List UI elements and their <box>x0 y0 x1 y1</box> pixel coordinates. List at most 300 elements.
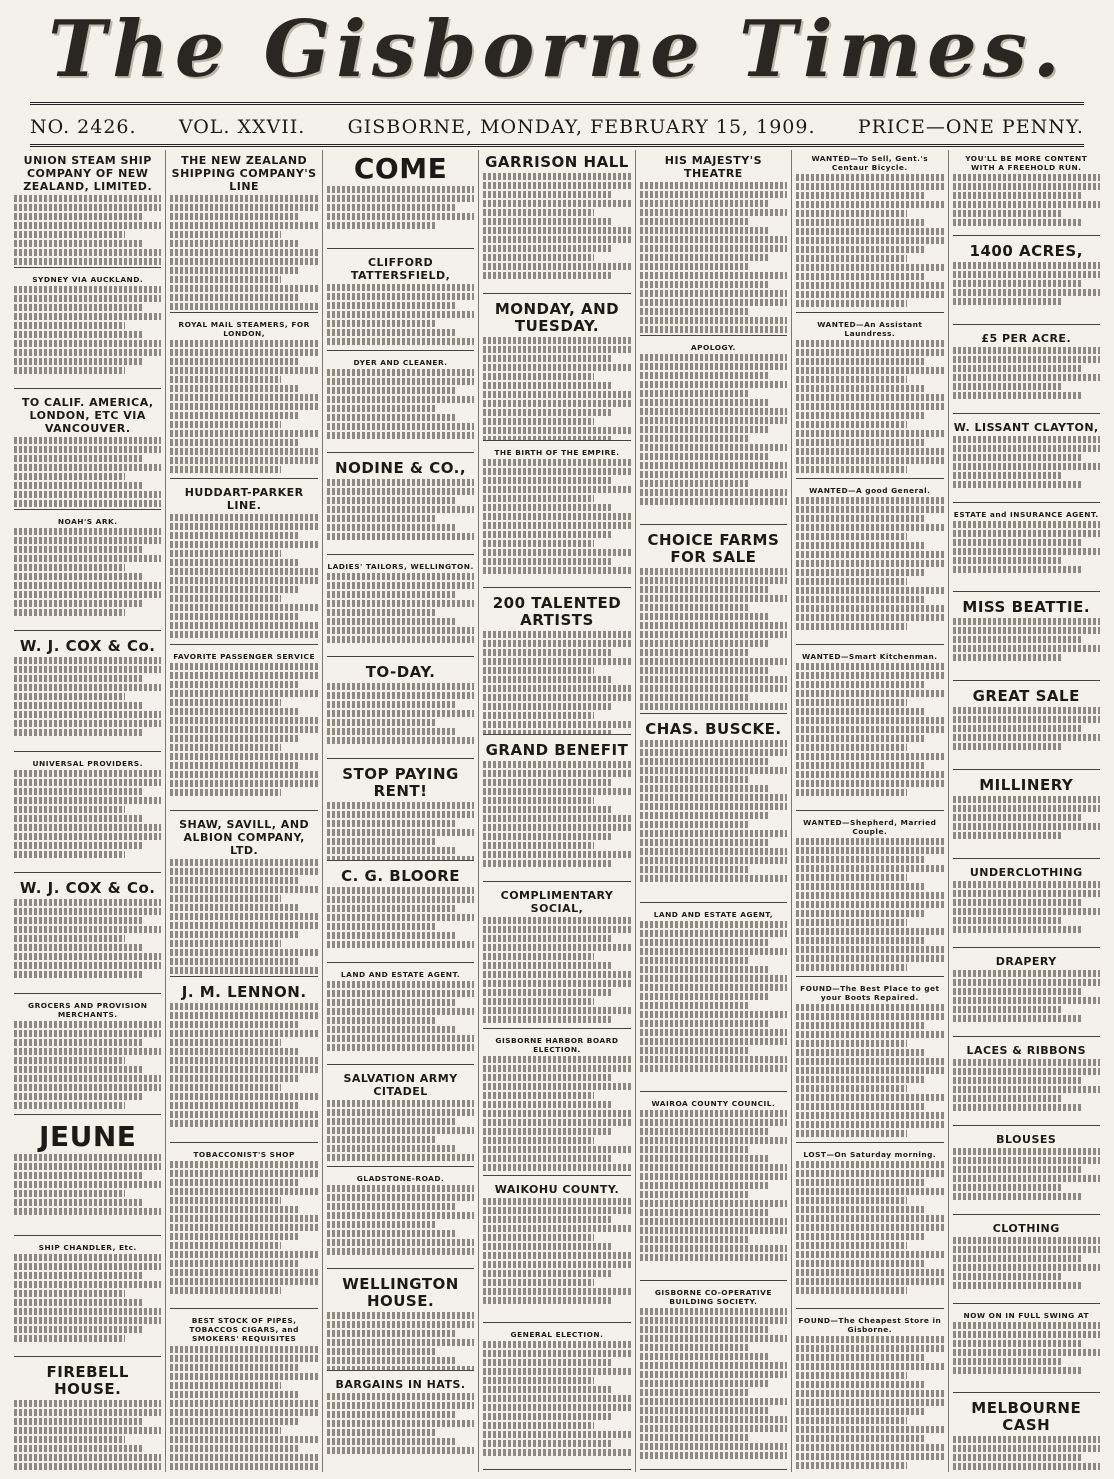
illegible-text-line <box>796 946 943 953</box>
advertisement <box>640 1095 787 1281</box>
column-4 <box>479 150 635 1472</box>
advertisement <box>953 773 1100 859</box>
illegible-text-line <box>483 815 630 822</box>
illegible-text-line <box>483 761 630 768</box>
illegible-text-line <box>14 935 125 942</box>
illegible-text-line <box>327 320 438 327</box>
illegible-text-line <box>483 1155 613 1162</box>
ad-heading: FOUND—The Cheapest Store in Gisborne. <box>798 1316 942 1335</box>
illegible-text-line <box>170 1251 317 1258</box>
illegible-text-line <box>170 771 317 778</box>
ad-heading: J. M. LENNON. <box>181 983 307 1001</box>
illegible-text-line <box>483 658 630 665</box>
illegible-text-line <box>170 1039 281 1046</box>
illegible-text-line <box>14 1172 144 1179</box>
ad-body-text <box>953 1322 1100 1374</box>
illegible-text-line <box>327 405 438 412</box>
illegible-text-line <box>327 1136 438 1143</box>
illegible-text-line <box>327 1221 438 1228</box>
illegible-text-line <box>170 1197 281 1204</box>
illegible-text-line <box>953 823 1100 830</box>
ad-body-text <box>14 286 161 374</box>
illegible-text-line <box>953 1086 1100 1093</box>
illegible-text-line <box>170 1346 317 1353</box>
illegible-text-line <box>327 683 474 690</box>
illegible-text-line <box>483 400 630 407</box>
illegible-text-line <box>170 195 317 202</box>
illegible-text-line <box>170 276 281 283</box>
illegible-text-line <box>483 504 613 511</box>
advertisement <box>483 591 630 735</box>
illegible-text-line <box>640 568 787 575</box>
advertisement <box>170 1312 317 1472</box>
illegible-text-line <box>640 1362 787 1369</box>
advertisement <box>327 558 474 657</box>
ad-body-text <box>483 761 630 867</box>
illegible-text-line <box>14 1454 161 1461</box>
illegible-text-line <box>640 1002 751 1009</box>
illegible-text-line <box>483 685 630 692</box>
illegible-text-line <box>796 623 907 630</box>
illegible-text-line <box>640 694 751 701</box>
illegible-text-line <box>483 1377 594 1384</box>
illegible-text-line <box>483 860 613 867</box>
illegible-text-line <box>170 1418 300 1425</box>
illegible-text-line <box>327 1420 474 1427</box>
illegible-text-line <box>327 524 457 531</box>
illegible-text-line <box>796 919 907 926</box>
ad-heading: LADIES' TAILORS, WELLINGTON. <box>327 562 474 571</box>
ad-heading: £5 PER ACRE. <box>981 332 1072 345</box>
illegible-text-line <box>483 998 594 1005</box>
illegible-text-line <box>14 1181 161 1188</box>
illegible-text-line <box>796 1130 907 1137</box>
illegible-text-line <box>640 263 751 270</box>
illegible-text-line <box>327 1145 457 1152</box>
illegible-text-line <box>796 1031 943 1038</box>
illegible-text-line <box>483 1016 613 1023</box>
illegible-text-line <box>327 1212 474 1219</box>
illegible-text-line <box>640 209 787 216</box>
illegible-text-line <box>796 448 943 455</box>
illegible-text-line <box>327 932 457 939</box>
illegible-text-line <box>327 573 474 580</box>
illegible-text-line <box>170 1224 317 1231</box>
illegible-text-line <box>796 883 926 890</box>
illegible-text-line <box>953 979 1100 986</box>
illegible-text-line <box>640 281 770 288</box>
advertisement <box>953 1218 1100 1304</box>
ad-heading: ROYAL MAIL STEAMERS, FOR LONDON, <box>178 320 310 339</box>
illegible-text-line <box>796 1076 926 1083</box>
illegible-text-line <box>640 649 751 656</box>
ad-heading: NOW ON IN FULL SWING AT <box>963 1311 1089 1320</box>
illegible-text-line <box>14 555 161 562</box>
illegible-text-line <box>327 195 474 202</box>
illegible-text-line <box>14 657 161 664</box>
illegible-text-line <box>483 1243 613 1250</box>
illegible-text-line <box>483 1350 630 1357</box>
illegible-text-line <box>640 1245 787 1252</box>
illegible-text-line <box>14 1317 161 1324</box>
illegible-text-line <box>170 958 300 965</box>
illegible-text-line <box>796 1462 907 1469</box>
illegible-text-line <box>483 1110 630 1117</box>
illegible-text-line <box>483 824 630 831</box>
illegible-text-line <box>14 582 161 589</box>
illegible-text-line <box>796 1013 943 1020</box>
illegible-text-line <box>953 707 1100 714</box>
illegible-text-line <box>327 591 457 598</box>
ad-body-text <box>170 663 317 796</box>
illegible-text-line <box>327 1194 474 1201</box>
ad-heading: LACES & RIBBONS <box>966 1044 1087 1057</box>
illegible-text-line <box>796 358 926 365</box>
illegible-text-line <box>953 463 1100 470</box>
illegible-text-line <box>953 832 1064 839</box>
illegible-text-line <box>796 497 943 504</box>
illegible-text-line <box>796 865 943 872</box>
illegible-text-line <box>14 953 161 960</box>
illegible-text-line <box>640 1227 787 1234</box>
illegible-text-line <box>170 877 300 884</box>
illegible-text-line <box>640 975 787 982</box>
ad-heading: C. G. BLOORE <box>341 867 461 885</box>
advertisement <box>953 862 1100 948</box>
illegible-text-line <box>14 926 161 933</box>
ad-body-text <box>953 347 1100 399</box>
illegible-text-line <box>640 290 787 297</box>
illegible-text-line <box>953 618 1100 625</box>
ad-body-text <box>953 1237 1100 1289</box>
illegible-text-line <box>640 272 787 279</box>
illegible-text-line <box>483 980 630 987</box>
illegible-text-line <box>14 509 144 510</box>
illegible-text-line <box>640 993 770 1000</box>
illegible-text-line <box>14 1254 161 1261</box>
illegible-text-line <box>953 1006 1064 1013</box>
illegible-text-line <box>170 1391 300 1398</box>
illegible-text-line <box>14 1400 161 1407</box>
illegible-text-line <box>640 227 770 234</box>
illegible-text-line <box>14 537 161 544</box>
illegible-text-line <box>14 437 161 444</box>
illegible-text-line <box>170 231 281 238</box>
ad-body-text <box>483 631 630 735</box>
advertisement <box>640 717 787 903</box>
illegible-text-line <box>796 376 907 383</box>
illegible-text-line <box>796 394 943 401</box>
illegible-text-line <box>796 219 926 226</box>
price: PRICE—ONE PENNY. <box>857 116 1084 138</box>
illegible-text-line <box>640 1020 770 1027</box>
illegible-text-line <box>640 821 751 828</box>
illegible-text-line <box>14 286 161 293</box>
illegible-text-line <box>483 513 630 520</box>
illegible-text-line <box>14 1066 144 1073</box>
illegible-text-line <box>640 676 787 683</box>
illegible-text-line <box>483 842 594 849</box>
illegible-text-line <box>953 1059 1100 1066</box>
illegible-text-line <box>953 814 1083 821</box>
advertisement <box>14 150 161 268</box>
illegible-text-line <box>14 666 161 673</box>
ad-body-text <box>953 970 1100 1022</box>
ad-body-text <box>953 1436 1100 1472</box>
advertisement <box>327 252 474 351</box>
illegible-text-line <box>796 255 907 262</box>
illegible-text-line <box>483 1261 630 1268</box>
illegible-text-line <box>483 495 594 502</box>
advertisement <box>796 150 943 313</box>
illegible-text-line <box>14 806 125 813</box>
illegible-text-line <box>796 762 926 769</box>
volume: VOL. XXVII. <box>178 116 306 138</box>
illegible-text-line <box>640 1128 770 1135</box>
illegible-text-line <box>953 445 1100 452</box>
illegible-text-line <box>640 1371 787 1378</box>
illegible-text-line <box>327 1402 474 1409</box>
illegible-text-line <box>170 1382 281 1389</box>
illegible-text-line <box>640 957 751 964</box>
illegible-text-line <box>327 820 457 827</box>
illegible-text-line <box>327 1035 474 1042</box>
illegible-text-line <box>953 716 1100 723</box>
illegible-text-line <box>796 1067 943 1074</box>
illegible-text-line <box>796 1215 943 1222</box>
illegible-text-line <box>796 1354 926 1361</box>
illegible-text-line <box>327 728 457 735</box>
illegible-text-line <box>796 515 926 522</box>
illegible-text-line <box>327 609 438 616</box>
illegible-text-line <box>640 667 770 674</box>
illegible-text-line <box>640 1137 787 1144</box>
advertisement <box>14 271 161 389</box>
ad-heading: BLOUSES <box>996 1133 1057 1146</box>
illegible-text-line <box>14 528 161 535</box>
illegible-text-line <box>170 1066 317 1073</box>
illegible-text-line <box>483 373 594 380</box>
illegible-text-line <box>14 331 144 338</box>
illegible-text-line <box>796 1336 943 1343</box>
advertisement <box>483 885 630 1029</box>
illegible-text-line <box>14 295 161 302</box>
advertisement <box>796 648 943 811</box>
illegible-text-line <box>953 1246 1100 1253</box>
illegible-text-line <box>14 1030 161 1037</box>
ad-heading: HUDDART-PARKER LINE. <box>184 486 304 512</box>
advertisement <box>14 1239 161 1357</box>
columns <box>10 150 1104 1472</box>
ad-body-text <box>14 899 161 978</box>
illegible-text-line <box>953 1166 1083 1173</box>
illegible-text-line <box>170 1409 317 1416</box>
ad-heading: NODINE & CO., <box>335 459 467 477</box>
ad-heading: JEUNE <box>39 1120 137 1153</box>
illegible-text-line <box>483 806 613 813</box>
illegible-text-line <box>483 935 613 942</box>
illegible-text-line <box>170 240 300 247</box>
illegible-text-line <box>483 1386 613 1393</box>
illegible-text-line <box>796 753 943 760</box>
advertisement <box>953 150 1100 236</box>
ad-heading: UNION STEAM SHIP COMPANY OF NEW ZEALAND, LIMITED. <box>23 154 153 193</box>
illegible-text-line <box>483 1288 630 1295</box>
illegible-text-line <box>796 1022 926 1029</box>
illegible-text-line <box>170 699 281 706</box>
illegible-text-line <box>327 1239 474 1246</box>
illegible-text-line <box>483 436 613 441</box>
illegible-text-line <box>953 383 1064 390</box>
illegible-text-line <box>796 291 943 298</box>
ad-body-text <box>327 887 474 948</box>
illegible-text-line <box>640 480 751 487</box>
illegible-text-line <box>796 1390 943 1397</box>
illegible-text-line <box>14 455 144 462</box>
illegible-text-line <box>796 201 943 208</box>
ad-body-text <box>14 770 161 858</box>
illegible-text-line <box>170 532 300 539</box>
advertisement <box>14 634 161 752</box>
ad-body-text <box>483 1341 630 1456</box>
illegible-text-line <box>327 1366 474 1371</box>
ad-heading: WANTED—Smart Kitchenman. <box>802 652 938 661</box>
illegible-text-line <box>483 1065 630 1072</box>
illegible-text-line <box>796 1372 907 1379</box>
ad-heading: MISS BEATTIE. <box>962 598 1091 616</box>
illegible-text-line <box>483 272 613 279</box>
illegible-text-line <box>14 770 161 777</box>
illegible-text-line <box>170 780 317 787</box>
illegible-text-line <box>170 394 317 401</box>
column-5 <box>636 150 792 1472</box>
illegible-text-line <box>953 539 1083 546</box>
illegible-text-line <box>953 1436 1100 1443</box>
ad-body-text <box>640 182 787 333</box>
illegible-text-line <box>170 1120 317 1127</box>
illegible-text-line <box>953 1331 1100 1338</box>
illegible-text-line <box>170 586 300 593</box>
illegible-text-line <box>953 365 1083 372</box>
advertisement <box>483 1032 630 1176</box>
advertisement <box>14 997 161 1115</box>
illegible-text-line <box>640 245 787 252</box>
illegible-text-line <box>796 385 926 392</box>
illegible-text-line <box>170 303 317 310</box>
illegible-text-line <box>327 338 474 345</box>
illegible-text-line <box>640 703 787 710</box>
illegible-text-line <box>640 767 787 774</box>
illegible-text-line <box>483 1422 594 1429</box>
illegible-text-line <box>170 1463 317 1470</box>
illegible-text-line <box>327 887 474 894</box>
ad-heading: COME <box>353 152 448 185</box>
ad-heading: W. LISSANT CLAYTON, <box>953 421 1099 434</box>
illegible-text-line <box>14 711 161 718</box>
ad-heading: HIS MAJESTY'S THEATRE <box>664 154 763 180</box>
illegible-text-line <box>327 941 474 948</box>
illegible-text-line <box>953 1273 1064 1280</box>
illegible-text-line <box>953 1463 1100 1470</box>
illegible-text-line <box>483 409 613 416</box>
ad-body-text <box>14 1021 161 1109</box>
illegible-text-line <box>327 488 474 495</box>
advertisement <box>953 417 1100 503</box>
illegible-text-line <box>953 548 1100 555</box>
ad-body-text <box>953 262 1100 305</box>
illegible-text-line <box>170 976 317 977</box>
advertisement <box>327 864 474 963</box>
illegible-text-line <box>640 857 787 864</box>
illegible-text-line <box>327 293 474 300</box>
illegible-text-line <box>483 427 630 434</box>
illegible-text-line <box>170 358 300 365</box>
dateline <box>30 112 1084 142</box>
illegible-text-line <box>953 1349 1100 1356</box>
illegible-text-line <box>796 430 943 437</box>
advertisement <box>483 444 630 588</box>
advertisement <box>327 354 474 453</box>
illegible-text-line <box>953 908 1100 915</box>
illegible-text-line <box>796 1004 943 1011</box>
ad-body-text <box>327 186 474 229</box>
illegible-text-line <box>14 1263 161 1270</box>
illegible-text-line <box>796 183 943 190</box>
illegible-text-line <box>170 258 317 265</box>
illegible-text-line <box>170 967 317 974</box>
illegible-text-line <box>796 1224 943 1231</box>
ad-body-text <box>483 337 630 441</box>
illegible-text-line <box>170 613 300 620</box>
illegible-text-line <box>14 1436 125 1443</box>
illegible-text-line <box>327 1154 474 1161</box>
illegible-text-line <box>640 577 787 584</box>
illegible-text-line <box>796 264 943 271</box>
illegible-text-line <box>640 1344 751 1351</box>
illegible-text-line <box>640 218 751 225</box>
illegible-text-line <box>796 1242 907 1249</box>
illegible-text-line <box>953 530 1100 537</box>
ad-heading: WANTED—An Assistant Laundress. <box>817 320 923 339</box>
illegible-text-line <box>483 1234 594 1241</box>
illegible-text-line <box>327 1008 474 1015</box>
ad-body-text <box>640 354 787 505</box>
illegible-text-line <box>953 219 1083 226</box>
ad-body-text <box>327 802 474 861</box>
illegible-text-line <box>483 1164 630 1171</box>
illegible-text-line <box>640 1065 787 1072</box>
illegible-text-line <box>170 412 300 419</box>
advertisement <box>327 456 474 555</box>
illegible-text-line <box>483 209 594 216</box>
ad-body-text <box>327 573 474 643</box>
illegible-text-line <box>640 1119 787 1126</box>
illegible-text-line <box>327 999 457 1006</box>
illegible-text-line <box>640 921 787 928</box>
illegible-text-line <box>483 191 613 198</box>
illegible-text-line <box>483 667 594 674</box>
illegible-text-line <box>796 596 926 603</box>
ad-heading: CLIFFORD TATTERSFIELD, <box>350 256 451 282</box>
illegible-text-line <box>483 1119 630 1126</box>
illegible-text-line <box>796 551 943 558</box>
illegible-text-line <box>14 797 161 804</box>
illegible-text-line <box>640 604 751 611</box>
illegible-text-line <box>170 940 281 947</box>
illegible-text-line <box>14 824 161 831</box>
illegible-text-line <box>483 1137 594 1144</box>
illegible-text-line <box>14 702 144 709</box>
